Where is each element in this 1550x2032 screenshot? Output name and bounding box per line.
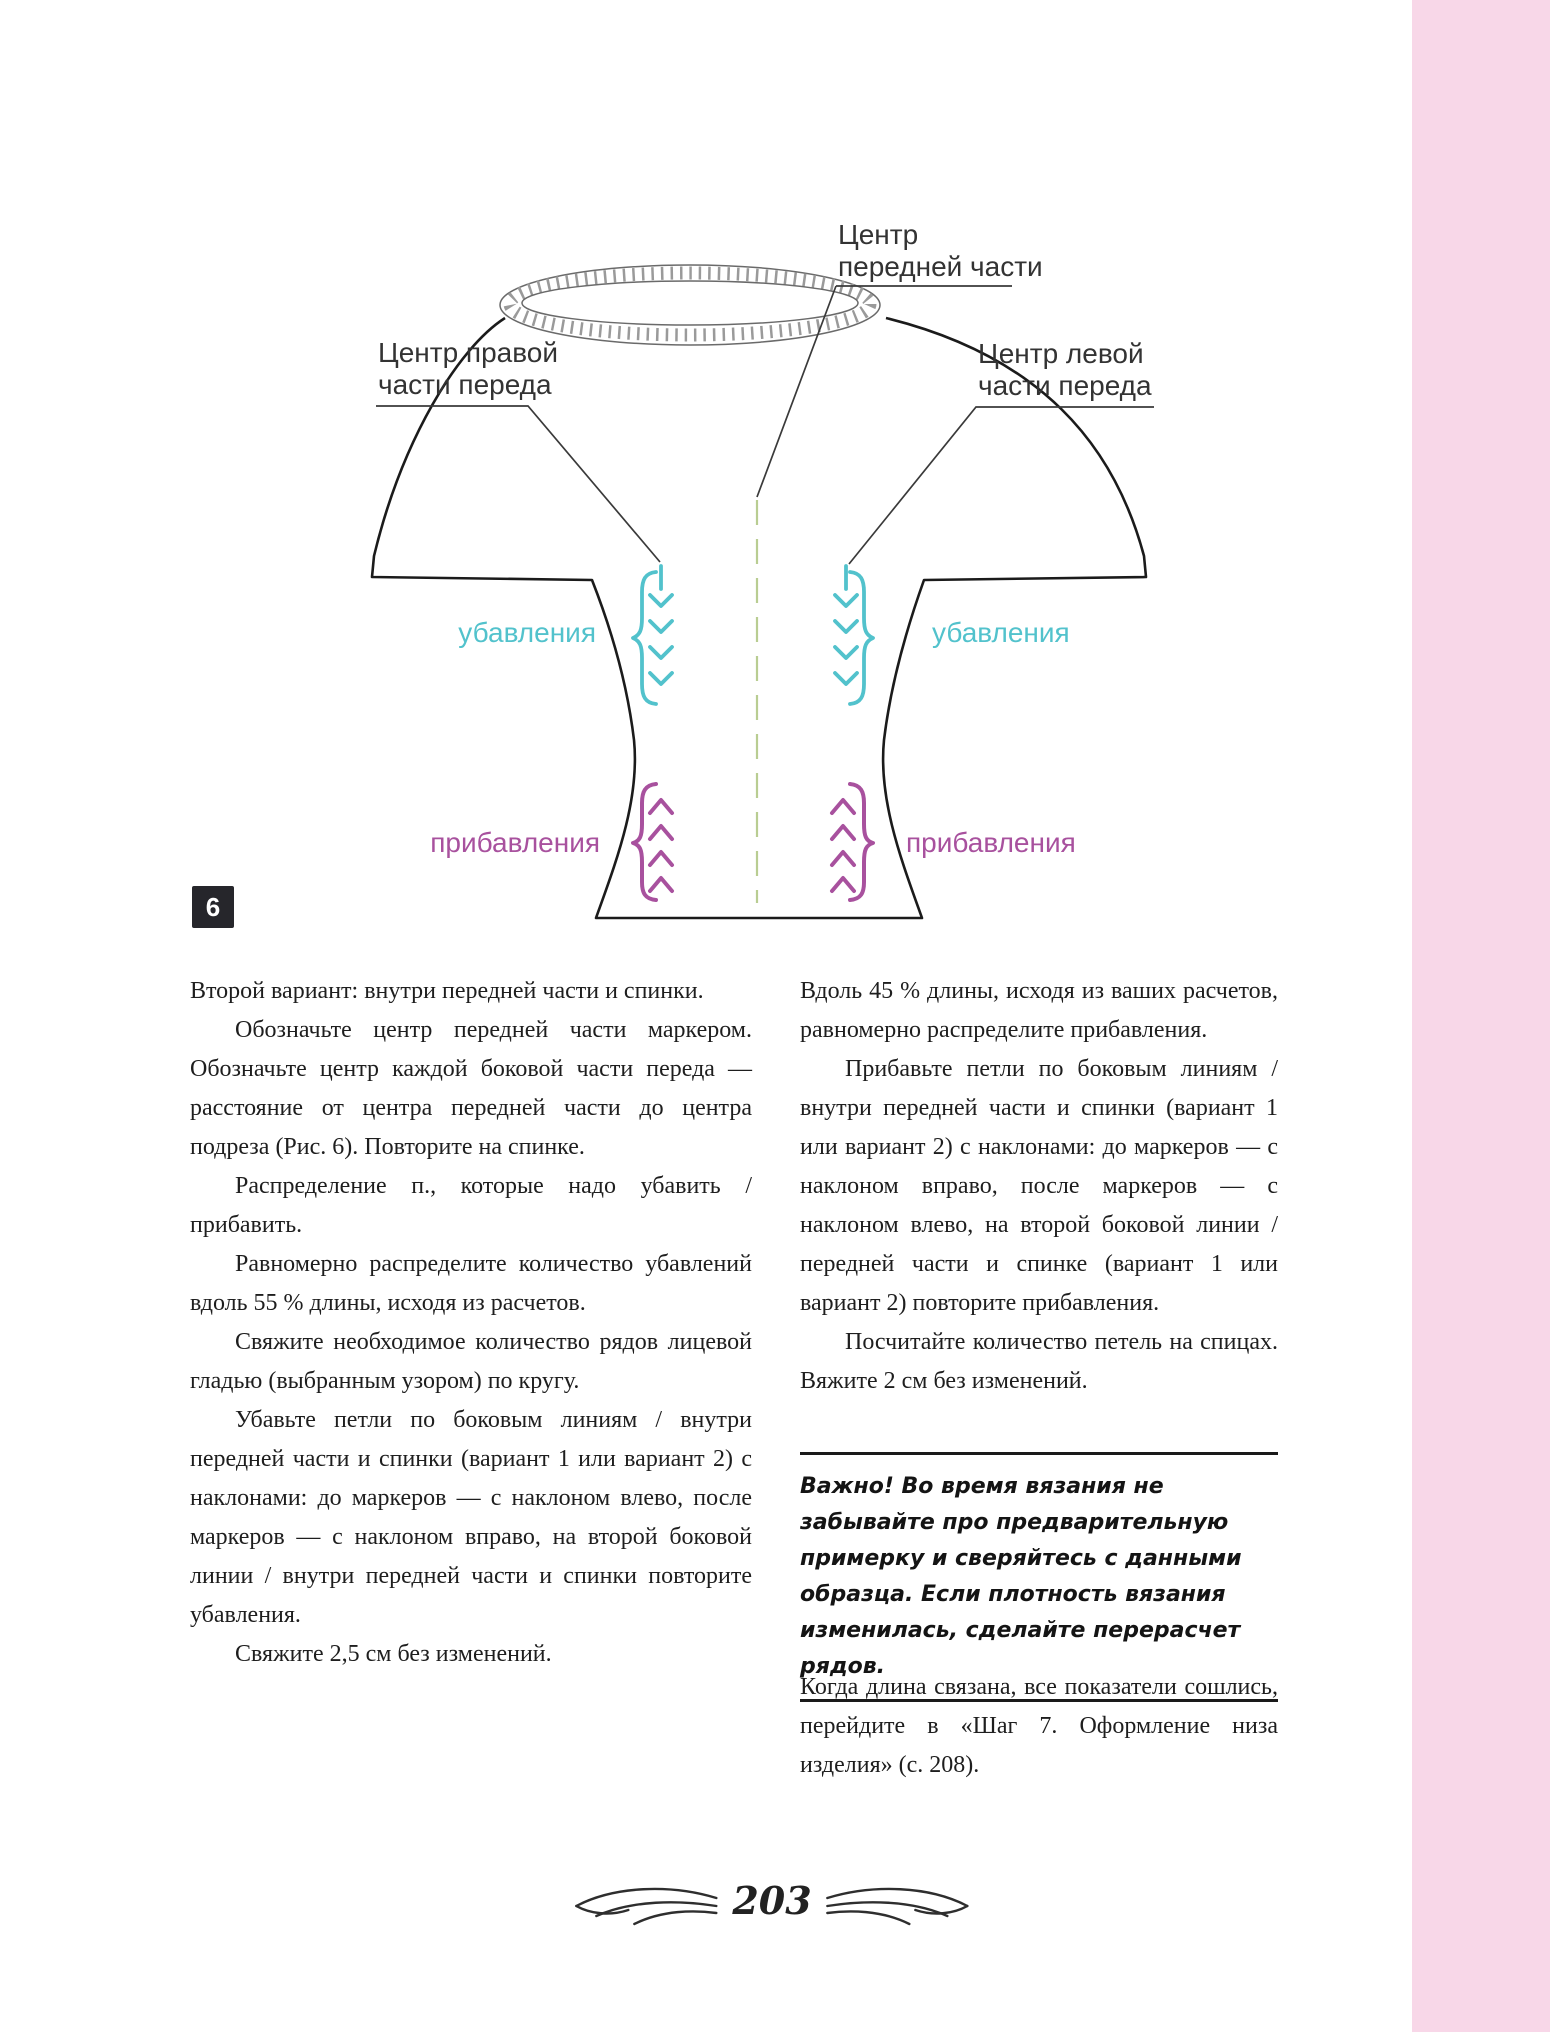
center-left-front-label: Центр левой — [978, 338, 1144, 369]
chevron-down-icon — [650, 595, 672, 606]
increase-marks — [633, 784, 873, 900]
increases-label-left: прибавления — [430, 827, 600, 858]
chevron-up-icon — [650, 800, 672, 813]
decrease-brace-left — [633, 572, 656, 704]
paragraph: Распределение п., которые надо убавить / прибавить. — [190, 1173, 752, 1238]
left-column — [190, 972, 752, 1674]
closing-paragraph: Когда длина связана, все показатели сошлись, перейдите в «Шаг 7. Оформление низа изделия» (с. 208). — [800, 1674, 1278, 1778]
ribbed-collar — [500, 265, 880, 345]
paragraph: Вдоль 45 % длины, исходя из ваших расчетов, равномерно распределите прибавления. — [800, 978, 1278, 1043]
paragraph: Второй вариант: внутри передней части и спинки. — [190, 978, 704, 1004]
decrease-brace-right — [850, 572, 873, 704]
paragraph: Убавьте петли по боковым линиям / внутри передней части и спинки (вариант 1 или вариант 2) с наклонами: до маркеров — с наклоном влево, после маркеров — с наклоном вправо, на второй боковой линии / внутри передней части и спинки повторите убавления. — [190, 1407, 752, 1628]
closing-block — [800, 1668, 1278, 1785]
chevron-down-icon — [650, 621, 672, 632]
chevron-up-icon — [650, 826, 672, 839]
chevron-down-icon — [835, 673, 857, 684]
center-front-label: передней части — [838, 251, 1043, 282]
important-note: Важно! Во время вязания не забывайте про предварительную примерку и сверяйтесь с данными образца. Если плотность вязания изменилась, сделайте перерасчет рядов. — [800, 1452, 1278, 1702]
center-right-front-label: части переда — [378, 369, 552, 400]
paragraph: Обозначьте центр передней части маркером. Обозначьте центр каждой боковой части переда — расстояние от центра передней части до центра подреза (Рис. 6). Повторите на спинке. — [190, 1017, 752, 1160]
decrease-marks — [633, 566, 873, 704]
figure-6-diagram — [0, 0, 1550, 970]
figure-number-badge: 6 — [192, 886, 234, 928]
center-left-front-label: части переда — [978, 370, 1152, 401]
chevron-up-icon — [832, 800, 854, 813]
chevron-up-icon — [832, 852, 854, 865]
chevron-down-icon — [835, 595, 857, 606]
paragraph: Прибавьте петли по боковым линиям / внутри передней части и спинки (вариант 1 или вариант 2) с наклонами: до маркеров — с наклоном вправо, после маркеров — с наклоном влево, на второй боковой линии / передней части и спинке (вариант 1 или вариант 2) повторите прибавления. — [800, 1056, 1278, 1316]
increase-brace-left — [633, 784, 656, 900]
chevron-down-icon — [650, 647, 672, 658]
paragraph: Равномерно распределите количество убавлений вдоль 55 % длины, исходя из расчетов. — [190, 1251, 752, 1316]
paragraph: Свяжите необходимое количество рядов лицевой гладью (выбранным узором) по кругу. — [190, 1329, 752, 1394]
chevron-down-icon — [650, 673, 672, 684]
page-number: 203 — [732, 1878, 812, 1923]
increase-brace-right — [850, 784, 873, 900]
chevron-down-icon — [835, 647, 857, 658]
decreases-label-right: убавления — [932, 617, 1070, 648]
chevron-down-icon — [835, 621, 857, 632]
chevron-up-icon — [650, 852, 672, 865]
paragraph: Посчитайте количество петель на спицах. Вяжите 2 см без изменений. — [800, 1329, 1278, 1394]
flourish-left-icon — [570, 1882, 720, 1926]
increases-label-right: прибавления — [906, 827, 1076, 858]
chevron-up-icon — [832, 826, 854, 839]
flourish-right-icon — [824, 1882, 974, 1926]
right-column — [800, 972, 1278, 1401]
right-label-leader — [849, 407, 1154, 564]
chevron-up-icon — [650, 878, 672, 891]
paragraph: Свяжите 2,5 см без изменений. — [235, 1641, 552, 1667]
chevron-up-icon — [832, 878, 854, 891]
decreases-label-left: убавления — [458, 617, 596, 648]
center-right-front-label: Центр правой — [378, 337, 559, 368]
page-footer — [570, 1878, 973, 1926]
center-front-label: Центр — [838, 219, 919, 250]
